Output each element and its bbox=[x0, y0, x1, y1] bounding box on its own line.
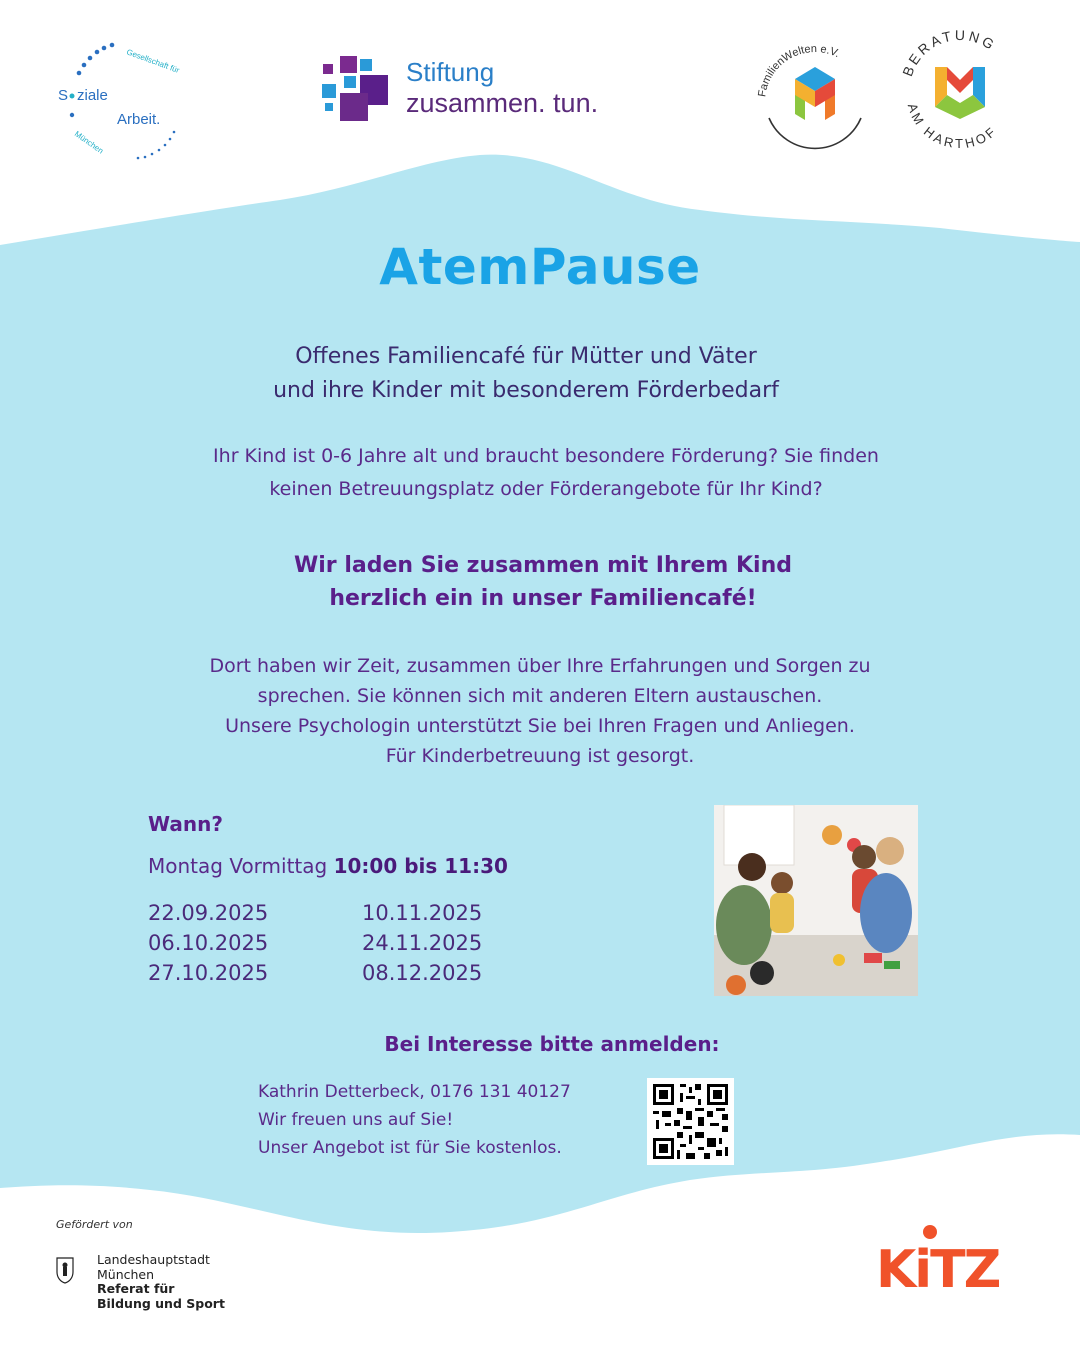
soziale-arbeit-ring-icon bbox=[50, 40, 190, 165]
date-item: 27.10.2025 bbox=[148, 961, 269, 985]
page-title: AtemPause bbox=[379, 238, 701, 296]
invite-line: Wir laden Sie zusammen mit Ihrem Kind bbox=[294, 553, 792, 578]
intro-text bbox=[6, 440, 1080, 506]
department-line: Bildung und Sport bbox=[97, 1295, 225, 1311]
contact-text bbox=[258, 1078, 571, 1162]
intro-line: keinen Betreuungsplatz oder Förderangebote für Ihr Kind? bbox=[269, 478, 823, 500]
kitz-wordmark: KiTZ bbox=[876, 1240, 1000, 1292]
registration-heading: Bei Interesse bitte anmelden: bbox=[384, 1032, 720, 1056]
beratung-ring-top: BERATUNG bbox=[899, 26, 1000, 79]
funded-by-label: Gefördert von bbox=[56, 1218, 133, 1231]
contact-line: Unser Angebot ist für Sie kostenlos. bbox=[258, 1138, 562, 1158]
soziale-word-s: S bbox=[58, 87, 69, 104]
beratung-logo bbox=[895, 25, 1025, 155]
invite-line: herzlich ein in unser Familiencafé! bbox=[329, 586, 757, 611]
body-line: sprechen. Sie können sich mit anderen Eltern austauschen. bbox=[257, 685, 823, 707]
intro-line: Ihr Kind ist 0-6 Jahre alt und braucht besondere Förderung? Sie finden bbox=[213, 445, 879, 467]
beratung-house-icon bbox=[895, 25, 1025, 155]
city-department bbox=[97, 1253, 225, 1311]
date-item: 10.11.2025 bbox=[362, 901, 483, 925]
qr-code[interactable] bbox=[647, 1078, 734, 1165]
department-line: Referat für bbox=[97, 1281, 175, 1296]
date-item: 24.11.2025 bbox=[362, 931, 483, 955]
subtitle-line: Offenes Familiencafé für Mütter und Väter bbox=[295, 344, 757, 369]
city-line: München bbox=[97, 1266, 155, 1282]
invite-text bbox=[3, 549, 1080, 615]
stiftung-logo bbox=[320, 55, 620, 125]
city-line: Landeshauptstadt bbox=[97, 1252, 210, 1267]
dates-column-right bbox=[362, 898, 482, 988]
date-item: 06.10.2025 bbox=[148, 931, 269, 955]
subtitle bbox=[0, 340, 1066, 408]
dates-column-left bbox=[148, 898, 268, 988]
familienwelten-house-icon bbox=[755, 40, 875, 155]
kitz-logo bbox=[876, 1222, 1000, 1292]
munich-emblem-icon bbox=[55, 1256, 75, 1284]
schedule-heading: Wann? bbox=[148, 812, 223, 836]
body-line: Dort haben wir Zeit, zusammen über Ihre Erfahrungen und Sorgen zu bbox=[209, 655, 871, 677]
soziale-arbeit-logo bbox=[50, 40, 190, 165]
schedule-time bbox=[148, 854, 508, 878]
contact-line: Kathrin Detterbeck, 0176 131 40127 bbox=[258, 1082, 571, 1102]
familienwelten-ring-text: FamilienWelten e.V. bbox=[756, 42, 842, 98]
date-item: 08.12.2025 bbox=[362, 961, 483, 985]
day-label: Montag Vormittag bbox=[148, 854, 328, 878]
subtitle-line: und ihre Kinder mit besonderem Förderbedarf bbox=[273, 378, 779, 403]
body-line: Für Kinderbetreuung ist gesorgt. bbox=[385, 745, 695, 767]
arbeit-word: Arbeit. bbox=[117, 111, 161, 128]
familienwelten-logo bbox=[755, 40, 875, 155]
soziale-ring-top: Gesellschaft für bbox=[125, 47, 181, 75]
stiftung-line1: Stiftung bbox=[406, 57, 495, 87]
stiftung-squares-icon bbox=[320, 55, 390, 125]
contact-line: Wir freuen uns auf Sie! bbox=[258, 1110, 454, 1130]
soziale-ring-bottom: München bbox=[72, 129, 105, 156]
stiftung-line2: zusammen. tun. bbox=[406, 88, 599, 118]
soziale-word-rest: ziale bbox=[77, 87, 108, 104]
beratung-ring-bottom: AM HARTHOF bbox=[904, 101, 1001, 152]
body-text bbox=[0, 651, 1080, 771]
body-line: Unsere Psychologin unterstützt Sie bei Ihren Fragen und Anliegen. bbox=[225, 715, 855, 737]
date-item: 22.09.2025 bbox=[148, 901, 269, 925]
kitz-logo-icon bbox=[876, 1222, 1000, 1292]
time-range: 10:00 bis 11:30 bbox=[333, 854, 508, 878]
family-photo bbox=[714, 805, 918, 996]
